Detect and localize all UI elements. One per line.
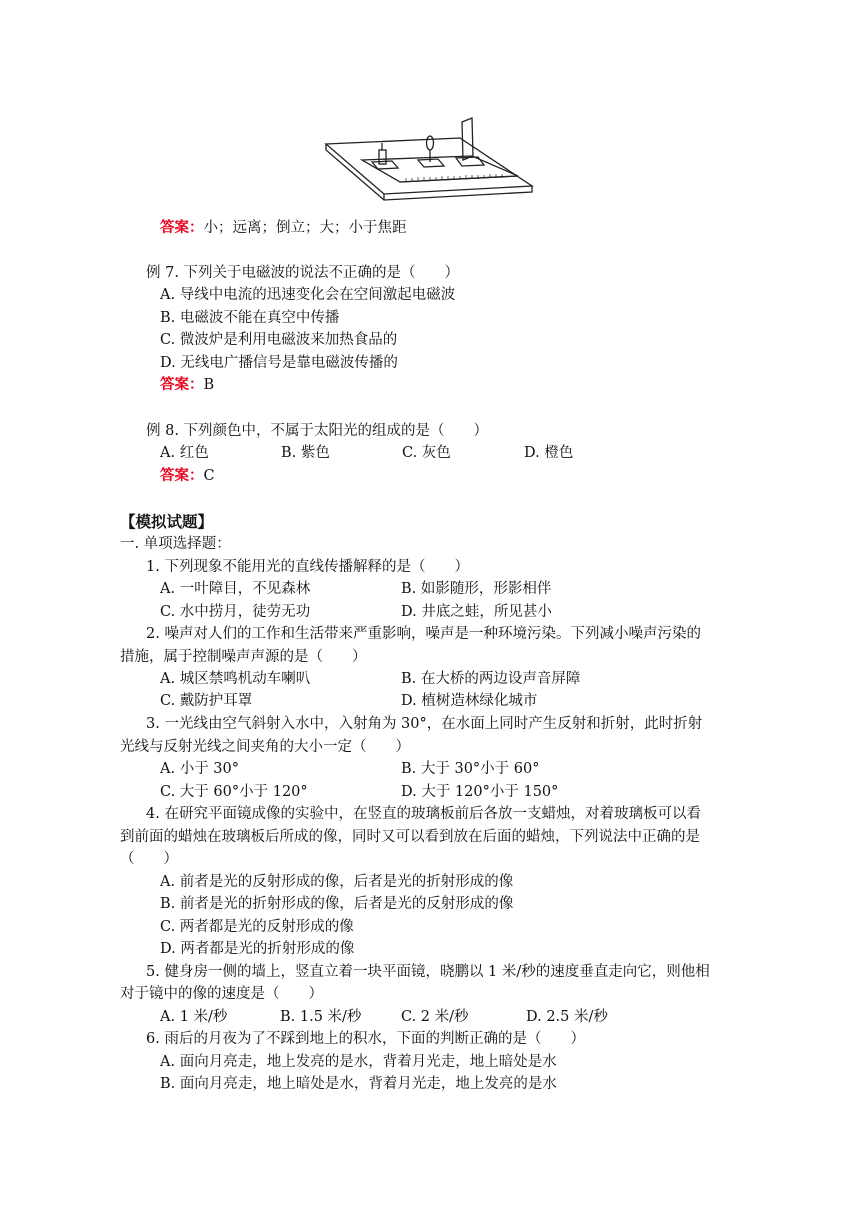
q6-option-b: B. 面向月亮走，地上暗处是水，背着月光走，地上发亮的是水 — [160, 1076, 557, 1092]
option-a: A. 红色 — [160, 445, 209, 461]
q4-option-a: A. 前者是光的反射形成的像，后者是光的折射形成的像 — [160, 874, 514, 890]
answer-label: 答案： — [160, 467, 204, 484]
example-7-option-b: B. 电磁波不能在真空中传播 — [160, 310, 340, 326]
answer-text: 小；远离；倒立；大；小于焦距 — [203, 220, 407, 236]
option-d: D. 大于 120°小于 150° — [401, 784, 559, 800]
option-c: C. 灰色 — [402, 445, 451, 461]
answer-label: 答案： — [160, 376, 204, 393]
q4-stem-line1: 4. 在研究平面镜成像的实验中，在竖直的玻璃板前后各放一支蜡烛，对着玻璃板可以看 — [146, 806, 701, 822]
q4-stem-line2: 到前面的蜡烛在玻璃板后所成的像，同时又可以看到放在后面的蜡烛，下列说法中正确的是 — [120, 829, 700, 845]
answer-value: B — [203, 377, 215, 393]
option-a: A. 一叶障目，不见森林 — [160, 581, 311, 597]
example-7-answer — [160, 375, 214, 395]
option-d: D. 橙色 — [524, 445, 574, 461]
option-c: C. 2 米/秒 — [401, 1009, 469, 1025]
option-b: B. 在大桥的两边设声音屏障 — [401, 671, 581, 687]
option-c: C. 戴防护耳罩 — [160, 693, 253, 709]
answer-label: 答案： — [160, 219, 204, 236]
q1-stem: 1. 下列现象不能用光的直线传播解释的是（ ） — [146, 559, 469, 575]
example-8-question: 例 8. 下列颜色中，不属于太阳光的组成的是（ ） — [146, 423, 489, 439]
q4-stem-line3: （ ） — [120, 851, 178, 867]
q4-option-d: D. 两者都是光的折射形成的像 — [160, 941, 355, 957]
section-subtitle: 一. 单项选择题： — [120, 536, 231, 552]
q4-option-c: C. 两者都是光的反射形成的像 — [160, 919, 354, 935]
q4-option-b: B. 前者是光的折射形成的像，后者是光的反射形成的像 — [160, 896, 514, 912]
option-b: B. 紫色 — [281, 445, 330, 461]
optical-bench-illustration — [322, 116, 534, 202]
q6-stem: 6. 雨后的月夜为了不踩到地上的积水，下面的判断正确的是（ ） — [146, 1031, 585, 1047]
section-title: 【模拟试题】 — [120, 512, 214, 531]
q5-stem-line2: 对于镜中的像的速度是（ ） — [120, 986, 323, 1002]
option-d: D. 井底之蛙，所见甚小 — [401, 604, 552, 620]
example-8-answer — [160, 466, 215, 486]
option-a: A. 城区禁鸣机动车喇叭 — [160, 671, 311, 687]
example-7-option-c: C. 微波炉是利用电磁波来加热食品的 — [160, 332, 398, 348]
option-c: C. 水中捞月，徒劳无功 — [160, 604, 311, 620]
option-b: B. 如影随形，形影相伴 — [401, 581, 552, 597]
q3-stem-line1: 3. 一光线由空气斜射入水中，入射角为 30°，在水面上同时产生反射和折射，此时折射 — [146, 716, 703, 732]
q2-stem-line2: 措施，属于控制噪声声源的是（ ） — [120, 649, 367, 665]
example-7-question: 例 7. 下列关于电磁波的说法不正确的是（ ） — [146, 265, 460, 281]
example-7-option-a: A. 导线中电流的迅速变化会在空间激起电磁波 — [160, 287, 456, 303]
q2-stem-line1: 2. 噪声对人们的工作和生活带来严重影响，噪声是一种环境污染。下列减小噪声污染的 — [146, 626, 701, 642]
example-7-option-d: D. 无线电广播信号是靠电磁波传播的 — [160, 355, 398, 371]
option-b: B. 1.5 米/秒 — [280, 1009, 362, 1025]
answer-row — [160, 218, 407, 238]
option-a: A. 1 米/秒 — [160, 1009, 228, 1025]
option-a: A. 小于 30° — [160, 761, 239, 777]
option-b: B. 大于 30°小于 60° — [401, 761, 540, 777]
option-d: D. 植树造林绿化城市 — [401, 693, 538, 709]
q6-option-a: A. 面向月亮走，地上发亮的是水，背着月光走，地上暗处是水 — [160, 1054, 557, 1070]
answer-value: C — [203, 468, 215, 484]
option-d: D. 2.5 米/秒 — [526, 1009, 608, 1025]
q5-stem-line1: 5. 健身房一侧的墙上，竖直立着一块平面镜，晓鹏以 1 米/秒的速度垂直走向它，则他相 — [146, 964, 710, 980]
option-c: C. 大于 60°小于 120° — [160, 784, 308, 800]
q3-stem-line2: 光线与反射光线之间夹角的大小一定（ ） — [120, 739, 410, 755]
